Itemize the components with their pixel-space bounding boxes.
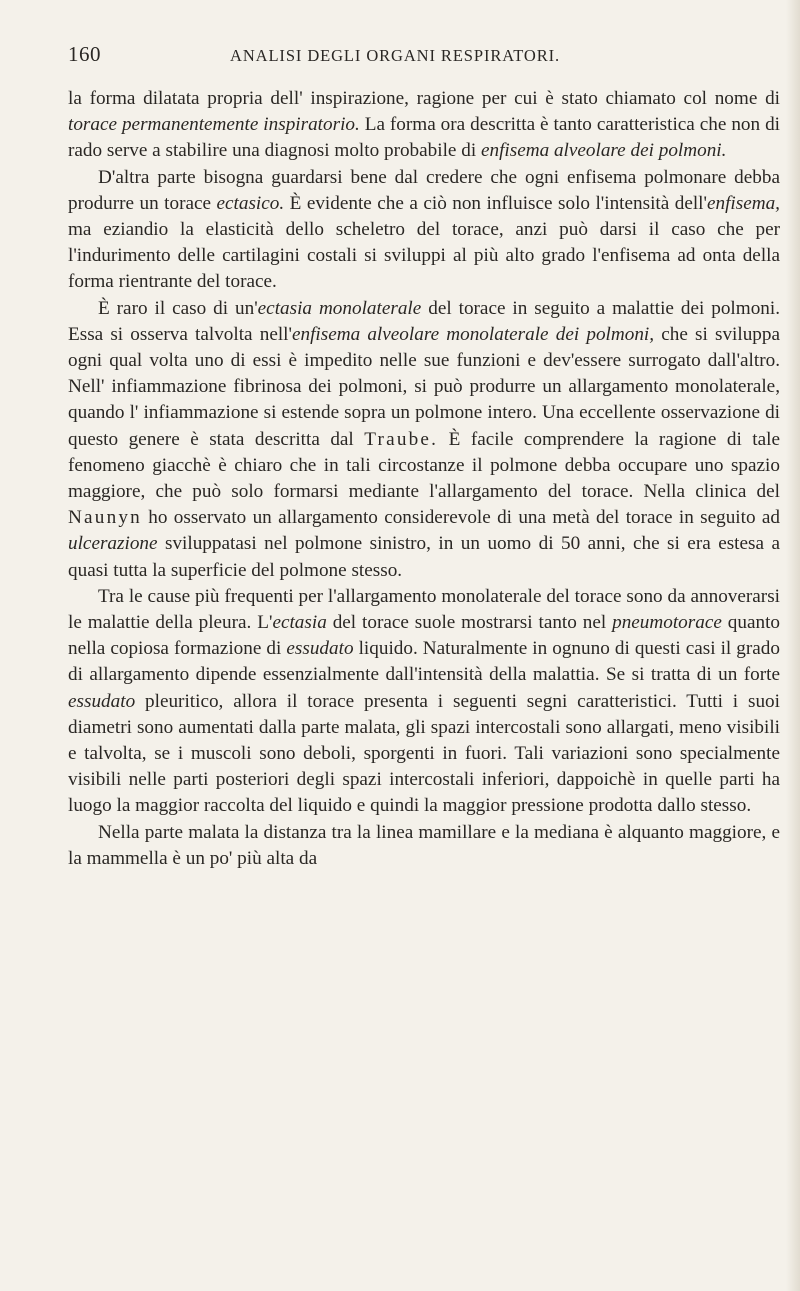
paragraph-text: Tra le cause più frequenti per l'allargamento monolaterale del torace sono da annoverarsi le malattie della pleura. L' xyxy=(68,585,780,634)
paragraph-4 xyxy=(68,584,780,820)
book-page xyxy=(50,38,781,869)
italic-term: ectasia monolaterale xyxy=(257,297,422,319)
paragraph-text: del torace in seguito a malattie dei polmoni. Essa si osserva talvolta nell' xyxy=(68,297,781,345)
paragraph-text: La forma ora descritta è tanto caratteristica che non di rado serve a stabilire una diagnosi molto probabile di xyxy=(68,114,780,162)
paragraph-text: la forma dilatata propria dell' inspirazione, ragione per cui è stato chiamato col nome di xyxy=(68,88,780,109)
italic-term: ulcerazione xyxy=(68,533,158,555)
paragraph-1 xyxy=(68,86,780,165)
paragraph-text: pleuritico, allora il torace presenta i seguenti segni caratteristici. Tutti i suoi diametri sono aumentati dalla parte malata, gli spazi intercostali sono allargati, meno visibili e talvolta, se i muscoli sono deboli, sporgenti in fuori. Tali variazioni sono specialmente visibili nelle parti posteriori degli spazi intercostali inferiori, dappoichè in quelle parti ha luogo la maggior raccolta del liquido e quindi la maggior pressione prodotta dallo stesso. xyxy=(68,690,780,817)
paragraph-2 xyxy=(68,165,780,296)
italic-term: essudato xyxy=(286,638,354,660)
italic-term: torace permanentemente inspiratorio. xyxy=(68,114,360,136)
italic-term: essudato xyxy=(68,690,136,712)
page-header xyxy=(50,38,778,72)
italic-term: enfisema alveolare monolaterale dei polmoni, xyxy=(291,323,655,345)
paragraph-text: sviluppatasi nel polmone sinistro, in un uomo di 50 anni, che si era estesa a quasi tutta la superficie del polmone stesso. xyxy=(68,533,780,581)
paragraph-text: È evidente che a ciò non influisce solo l'intensità dell' xyxy=(284,192,707,214)
author-name: Naunyn xyxy=(68,507,142,529)
italic-term: enfisema alveolare dei polmoni. xyxy=(480,140,727,162)
paragraph-text: È raro il caso di un' xyxy=(98,297,258,319)
italic-term: pneumotorace xyxy=(612,612,722,634)
paragraph-text: ho osservato un allargamento considerevole di una metà del torace in seguito ad xyxy=(141,507,780,529)
running-head: ANALISI DEGLI ORGANI RESPIRATORI. xyxy=(230,46,561,65)
page-edge-shadow xyxy=(786,0,800,1291)
body-text xyxy=(68,86,780,872)
paragraph-text: ma eziandio la elasticità dello scheletro del torace, anzi può darsi il caso che per l'indurimento delle cartilagini costali si sviluppi al più alto grado l'enfisema ad onta della forma rientrante del torace. xyxy=(68,219,780,293)
paragraph-text: del torace suole mostrarsi tanto nel xyxy=(326,612,613,634)
paragraph-5 xyxy=(68,820,780,872)
paragraph-text: Nella parte malata la distanza tra la linea mamillare e la mediana è alquanto maggiore, e la mammella è un po' più alta da xyxy=(68,821,780,869)
author-name: Traube. xyxy=(364,428,439,450)
paragraph-text: È facile comprendere la ragione di tale fenomeno giacchè è chiaro che in tali circostanze il polmone debba occupare uno spazio maggiore, che può solo formarsi mediante l'allargamento del torace. Nella clinica del xyxy=(68,428,780,503)
italic-term: ectasico. xyxy=(216,192,285,214)
paragraph-text: liquido. Naturalmente in ognuno di questi casi il grado di allargamento dipende essenzialmente dall'intensità della malattia. Se si tratta di un forte xyxy=(68,638,780,686)
paragraph-text: che si sviluppa ogni qual volta uno di essi è impedito nelle sue funzioni e dev'essere surrogato dall'altro. Nell' infiammazione fibrinosa dei polmoni, si può produrre un allargamento monolaterale, quando l' infiammazione si estende sopra un polmone intero. Una eccellente osservazione di questo genere è stata descritta dal xyxy=(68,323,780,450)
paragraph-3 xyxy=(68,296,780,584)
paragraph-text: D'altra parte bisogna guardarsi bene dal credere che ogni enfisema polmonare debba produrre un torace xyxy=(68,166,780,214)
italic-term: enfisema, xyxy=(706,192,780,214)
page-number: 160 xyxy=(68,42,101,66)
paragraph-text: quanto nella copiosa formazione di xyxy=(68,612,780,660)
italic-term: ectasia xyxy=(272,612,327,634)
